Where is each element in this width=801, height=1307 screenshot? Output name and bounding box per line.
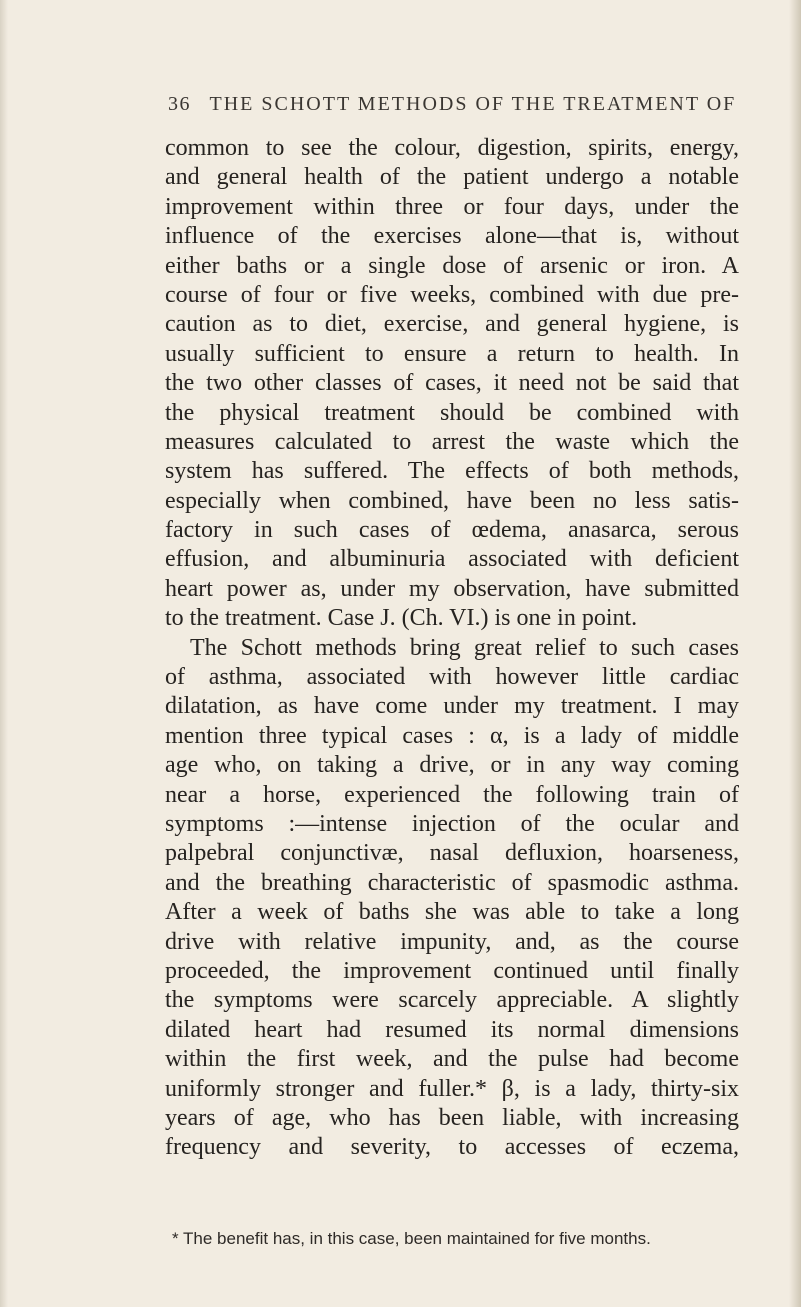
text-line: heart power as, under my observation, have submitted (165, 575, 739, 602)
text-line: years of age, who has been liable, with increasing (165, 1104, 739, 1131)
text-line: the two other classes of cases, it need not be said that (165, 370, 739, 397)
text-line: either baths or a single dose of arsenic or iron. A (165, 252, 739, 279)
text-line: influence of the exercises alone—that is, without (165, 223, 739, 250)
footnote: * The benefit has, in this case, been maintained for five months. (172, 1229, 651, 1248)
text-line: proceeded, the improvement continued until finally (165, 957, 739, 984)
text-line: measures calculated to arrest the waste which the (165, 428, 739, 455)
body-text (165, 134, 739, 1163)
text-line: system has suffered. The effects of both methods, (165, 458, 739, 485)
running-title: THE SCHOTT METHODS OF THE TREATMENT OF (209, 93, 737, 115)
text-line: of asthma, associated with however little cardiac (165, 664, 739, 691)
running-header (168, 93, 788, 116)
text-line: uniformly stronger and fuller.* β, is a lady, thirty-six (165, 1075, 739, 1102)
text-line: usually sufficient to ensure a return to health. In (165, 340, 739, 367)
text-line: factory in such cases of œdema, anasarca, serous (165, 517, 739, 544)
page-edge-shadow-right (789, 0, 801, 1307)
text-line: dilatation, as have come under my treatment. I may (165, 693, 739, 720)
text-line: to the treatment. Case J. (Ch. VI.) is one in point. (165, 605, 638, 632)
text-line: the symptoms were scarcely appreciable. A slightly (165, 987, 739, 1014)
text-line: symptoms :—intense injection of the ocular and (165, 810, 739, 837)
text-line: After a week of baths she was able to take a long (165, 899, 739, 926)
text-line: the physical treatment should be combined with (165, 399, 739, 426)
text-line: common to see the colour, digestion, spirits, energy, (165, 135, 739, 161)
text-line: and general health of the patient undergo a notable (165, 164, 739, 191)
page-edge-shadow-left (0, 0, 8, 1307)
text-line: age who, on taking a drive, or in any way coming (165, 752, 739, 779)
text-line: mention three typical cases : α, is a lady of middle (165, 722, 739, 749)
text-line: course of four or five weeks, combined with due pre- (165, 281, 739, 308)
text-line: near a horse, experienced the following train of (165, 781, 739, 808)
text-line: effusion, and albuminuria associated with deficient (165, 546, 739, 573)
text-line: dilated heart had resumed its normal dimensions (165, 1016, 739, 1043)
text-line: and the breathing characteristic of spasmodic asthma. (165, 869, 739, 896)
text-line: within the first week, and the pulse had become (165, 1046, 739, 1073)
text-line: frequency and severity, to accesses of eczema, (165, 1134, 739, 1161)
text-line: drive with relative impunity, and, as the course (165, 928, 739, 955)
text-line: The Schott methods bring great relief to such cases (190, 634, 739, 661)
text-line: improvement within three or four days, under the (165, 193, 739, 220)
text-line: caution as to diet, exercise, and general hygiene, is (165, 311, 739, 338)
page-number: 36 (168, 93, 191, 115)
text-line: especially when combined, have been no less satis- (165, 487, 739, 514)
text-line: palpebral conjunctivæ, nasal defluxion, hoarseness, (165, 840, 739, 867)
